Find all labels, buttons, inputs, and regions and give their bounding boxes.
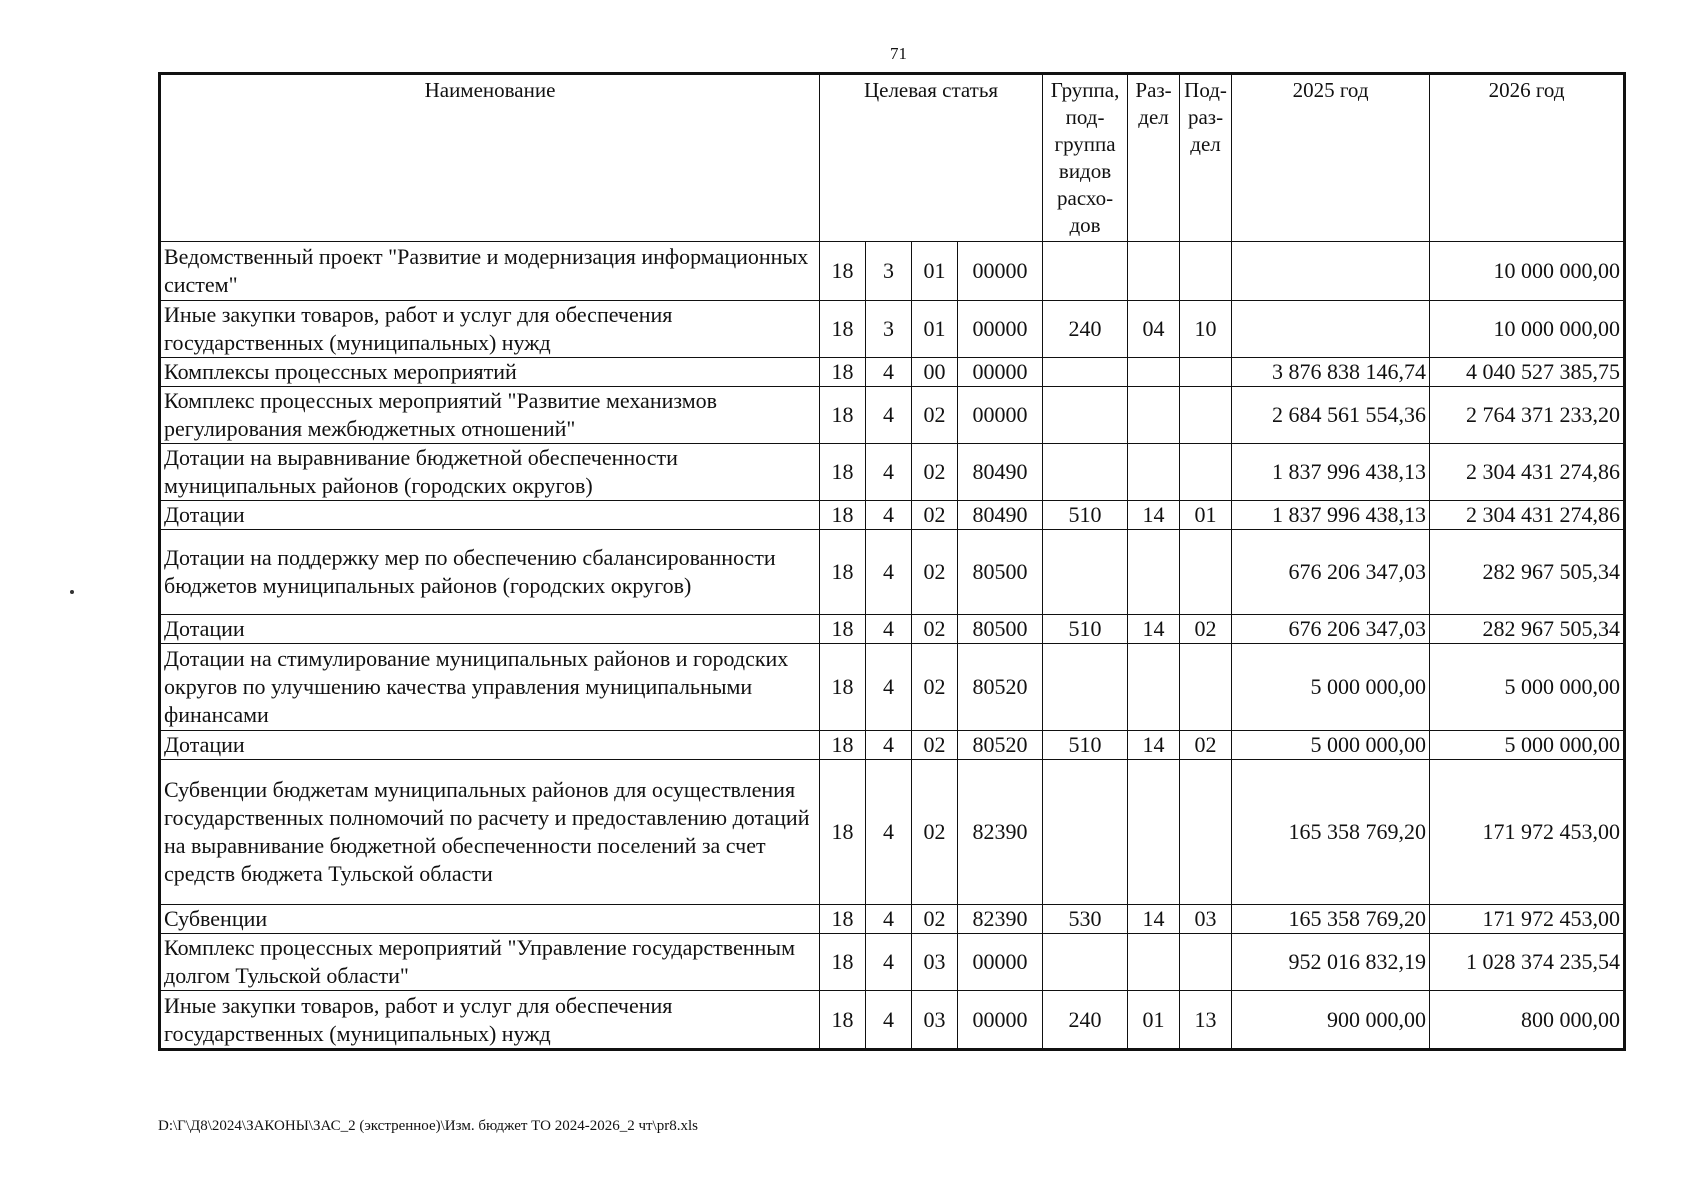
group-code: 510	[1043, 501, 1128, 530]
target-code-4: 00000	[958, 387, 1043, 444]
target-code-4: 80490	[958, 444, 1043, 501]
table-row	[160, 358, 1625, 387]
group-code	[1043, 530, 1128, 615]
target-code-2: 4	[866, 905, 912, 934]
subsection-code: 01	[1180, 501, 1232, 530]
group-code: 240	[1043, 301, 1128, 358]
amount-2025: 165 358 769,20	[1232, 905, 1430, 934]
amount-2025: 165 358 769,20	[1232, 760, 1430, 905]
section-code: 04	[1128, 301, 1180, 358]
amount-2026: 1 028 374 235,54	[1430, 934, 1625, 991]
row-name: Комплекс процессных мероприятий "Управление государственным долгом Тульской области"	[160, 934, 820, 991]
target-code-3: 01	[912, 242, 958, 301]
target-code-1: 18	[820, 242, 866, 301]
target-code-3: 02	[912, 731, 958, 760]
target-code-1: 18	[820, 991, 866, 1050]
target-code-4: 80520	[958, 731, 1043, 760]
section-code: 14	[1128, 905, 1180, 934]
target-code-1: 18	[820, 760, 866, 905]
target-code-1: 18	[820, 644, 866, 731]
page-number: 71	[890, 44, 907, 63]
target-code-4: 80490	[958, 501, 1043, 530]
target-code-3: 02	[912, 760, 958, 905]
subsection-code: 02	[1180, 615, 1232, 644]
section-code: 14	[1128, 501, 1180, 530]
section-code	[1128, 644, 1180, 731]
table-row	[160, 530, 1625, 615]
amount-2026: 282 967 505,34	[1430, 530, 1625, 615]
target-code-4: 82390	[958, 905, 1043, 934]
target-code-3: 02	[912, 387, 958, 444]
section-code: 01	[1128, 991, 1180, 1050]
amount-2026: 5 000 000,00	[1430, 731, 1625, 760]
target-code-4: 00000	[958, 358, 1043, 387]
target-code-1: 18	[820, 301, 866, 358]
table-row	[160, 731, 1625, 760]
target-code-2: 4	[866, 760, 912, 905]
subsection-code: 10	[1180, 301, 1232, 358]
row-name: Дотации на стимулирование муниципальных районов и городских округов по улучшению качества управления муниципальными финансами	[160, 644, 820, 731]
target-code-3: 02	[912, 905, 958, 934]
target-code-4: 00000	[958, 301, 1043, 358]
target-code-4: 82390	[958, 760, 1043, 905]
table-row	[160, 501, 1625, 530]
group-code: 510	[1043, 731, 1128, 760]
group-code	[1043, 760, 1128, 905]
amount-2025: 3 876 838 146,74	[1232, 358, 1430, 387]
row-name: Дотации	[160, 731, 820, 760]
target-code-4: 00000	[958, 242, 1043, 301]
row-name: Дотации на выравнивание бюджетной обеспеченности муниципальных районов (городских округов)	[160, 444, 820, 501]
row-name: Субвенции бюджетам муниципальных районов для осуществления государственных полномочий по расчету и предоставлению дотаций на выравнивание бюджетной обеспеченности поселений за счет средств бюджета Тульской области	[160, 760, 820, 905]
subsection-code	[1180, 530, 1232, 615]
target-code-4: 00000	[958, 991, 1043, 1050]
target-code-4: 80500	[958, 530, 1043, 615]
amount-2025: 1 837 996 438,13	[1232, 444, 1430, 501]
amount-2025: 5 000 000,00	[1232, 644, 1430, 731]
row-name: Субвенции	[160, 905, 820, 934]
target-code-3: 00	[912, 358, 958, 387]
subsection-code	[1180, 242, 1232, 301]
group-code	[1043, 387, 1128, 444]
target-code-4: 80520	[958, 644, 1043, 731]
target-code-2: 4	[866, 991, 912, 1050]
amount-2025: 900 000,00	[1232, 991, 1430, 1050]
amount-2026: 5 000 000,00	[1430, 644, 1625, 731]
target-code-1: 18	[820, 358, 866, 387]
section-code	[1128, 760, 1180, 905]
header-name: Наименование	[160, 74, 820, 242]
amount-2025: 676 206 347,03	[1232, 530, 1430, 615]
target-code-3: 02	[912, 501, 958, 530]
target-code-2: 3	[866, 301, 912, 358]
table-row	[160, 760, 1625, 905]
target-code-4: 00000	[958, 934, 1043, 991]
section-code	[1128, 387, 1180, 444]
row-name: Комплекс процессных мероприятий "Развитие механизмов регулирования межбюджетных отношений"	[160, 387, 820, 444]
section-code	[1128, 934, 1180, 991]
row-name: Комплексы процессных мероприятий	[160, 358, 820, 387]
amount-2026: 282 967 505,34	[1430, 615, 1625, 644]
target-code-2: 4	[866, 644, 912, 731]
subsection-code	[1180, 358, 1232, 387]
amount-2025: 676 206 347,03	[1232, 615, 1430, 644]
amount-2026: 4 040 527 385,75	[1430, 358, 1625, 387]
amount-2026: 10 000 000,00	[1430, 301, 1625, 358]
target-code-2: 4	[866, 444, 912, 501]
row-name: Иные закупки товаров, работ и услуг для обеспечения государственных (муниципальных) нужд	[160, 991, 820, 1050]
group-code	[1043, 242, 1128, 301]
amount-2026: 2 304 431 274,86	[1430, 501, 1625, 530]
group-code: 530	[1043, 905, 1128, 934]
file-path-footer: D:\Г\Д8\2024\ЗАКОНЫ\ЗАС_2 (экстренное)\Изм. бюджет ТО 2024-2026_2 чт\pr8.xls	[158, 1118, 698, 1134]
target-code-3: 02	[912, 644, 958, 731]
header-target-article: Целевая статья	[820, 74, 1043, 242]
section-code	[1128, 242, 1180, 301]
target-code-1: 18	[820, 387, 866, 444]
header-2025: 2025 год	[1232, 74, 1430, 242]
header-section: Раз-дел	[1128, 74, 1180, 242]
target-code-3: 02	[912, 444, 958, 501]
group-code: 510	[1043, 615, 1128, 644]
table-row	[160, 615, 1625, 644]
amount-2026: 2 764 371 233,20	[1430, 387, 1625, 444]
subsection-code	[1180, 760, 1232, 905]
row-name: Дотации	[160, 615, 820, 644]
table-row	[160, 242, 1625, 301]
table-row	[160, 444, 1625, 501]
amount-2026: 2 304 431 274,86	[1430, 444, 1625, 501]
table-row	[160, 644, 1625, 731]
target-code-3: 03	[912, 991, 958, 1050]
amount-2025	[1232, 242, 1430, 301]
section-code: 14	[1128, 615, 1180, 644]
amount-2025: 952 016 832,19	[1232, 934, 1430, 991]
target-code-3: 03	[912, 934, 958, 991]
target-code-4: 80500	[958, 615, 1043, 644]
table-row	[160, 387, 1625, 444]
row-name: Иные закупки товаров, работ и услуг для обеспечения государственных (муниципальных) нужд	[160, 301, 820, 358]
section-code	[1128, 358, 1180, 387]
target-code-1: 18	[820, 905, 866, 934]
header-subsection: Под-раз-дел	[1180, 74, 1232, 242]
target-code-1: 18	[820, 501, 866, 530]
amount-2026: 10 000 000,00	[1430, 242, 1625, 301]
subsection-code	[1180, 934, 1232, 991]
group-code	[1043, 444, 1128, 501]
table-row	[160, 905, 1625, 934]
target-code-2: 4	[866, 530, 912, 615]
table-row	[160, 301, 1625, 358]
target-code-2: 4	[866, 731, 912, 760]
amount-2025: 1 837 996 438,13	[1232, 501, 1430, 530]
row-name: Дотации	[160, 501, 820, 530]
group-code: 240	[1043, 991, 1128, 1050]
row-name: Дотации на поддержку мер по обеспечению сбалансированности бюджетов муниципальных районов (городских округов)	[160, 530, 820, 615]
target-code-2: 4	[866, 387, 912, 444]
amount-2026: 800 000,00	[1430, 991, 1625, 1050]
group-code	[1043, 358, 1128, 387]
table-header-row	[160, 74, 1625, 242]
target-code-2: 4	[866, 501, 912, 530]
amount-2025: 5 000 000,00	[1232, 731, 1430, 760]
target-code-1: 18	[820, 731, 866, 760]
row-name: Ведомственный проект "Развитие и модернизация информационных систем"	[160, 242, 820, 301]
section-code: 14	[1128, 731, 1180, 760]
amount-2025: 2 684 561 554,36	[1232, 387, 1430, 444]
table-row	[160, 991, 1625, 1050]
amount-2026: 171 972 453,00	[1430, 760, 1625, 905]
header-2026: 2026 год	[1430, 74, 1625, 242]
subsection-code: 03	[1180, 905, 1232, 934]
header-group: Группа, под-группа видов расхо-дов	[1043, 74, 1128, 242]
target-code-1: 18	[820, 615, 866, 644]
budget-table	[158, 72, 1626, 1051]
target-code-3: 02	[912, 615, 958, 644]
subsection-code	[1180, 644, 1232, 731]
section-code	[1128, 444, 1180, 501]
table-row	[160, 934, 1625, 991]
subsection-code	[1180, 444, 1232, 501]
target-code-2: 4	[866, 934, 912, 991]
target-code-1: 18	[820, 530, 866, 615]
target-code-2: 4	[866, 615, 912, 644]
target-code-3: 01	[912, 301, 958, 358]
section-code	[1128, 530, 1180, 615]
target-code-2: 4	[866, 358, 912, 387]
amount-2026: 171 972 453,00	[1430, 905, 1625, 934]
subsection-code: 13	[1180, 991, 1232, 1050]
amount-2025	[1232, 301, 1430, 358]
subsection-code	[1180, 387, 1232, 444]
target-code-1: 18	[820, 444, 866, 501]
group-code	[1043, 934, 1128, 991]
group-code	[1043, 644, 1128, 731]
target-code-1: 18	[820, 934, 866, 991]
subsection-code: 02	[1180, 731, 1232, 760]
scan-dot	[70, 590, 74, 594]
target-code-2: 3	[866, 242, 912, 301]
target-code-3: 02	[912, 530, 958, 615]
